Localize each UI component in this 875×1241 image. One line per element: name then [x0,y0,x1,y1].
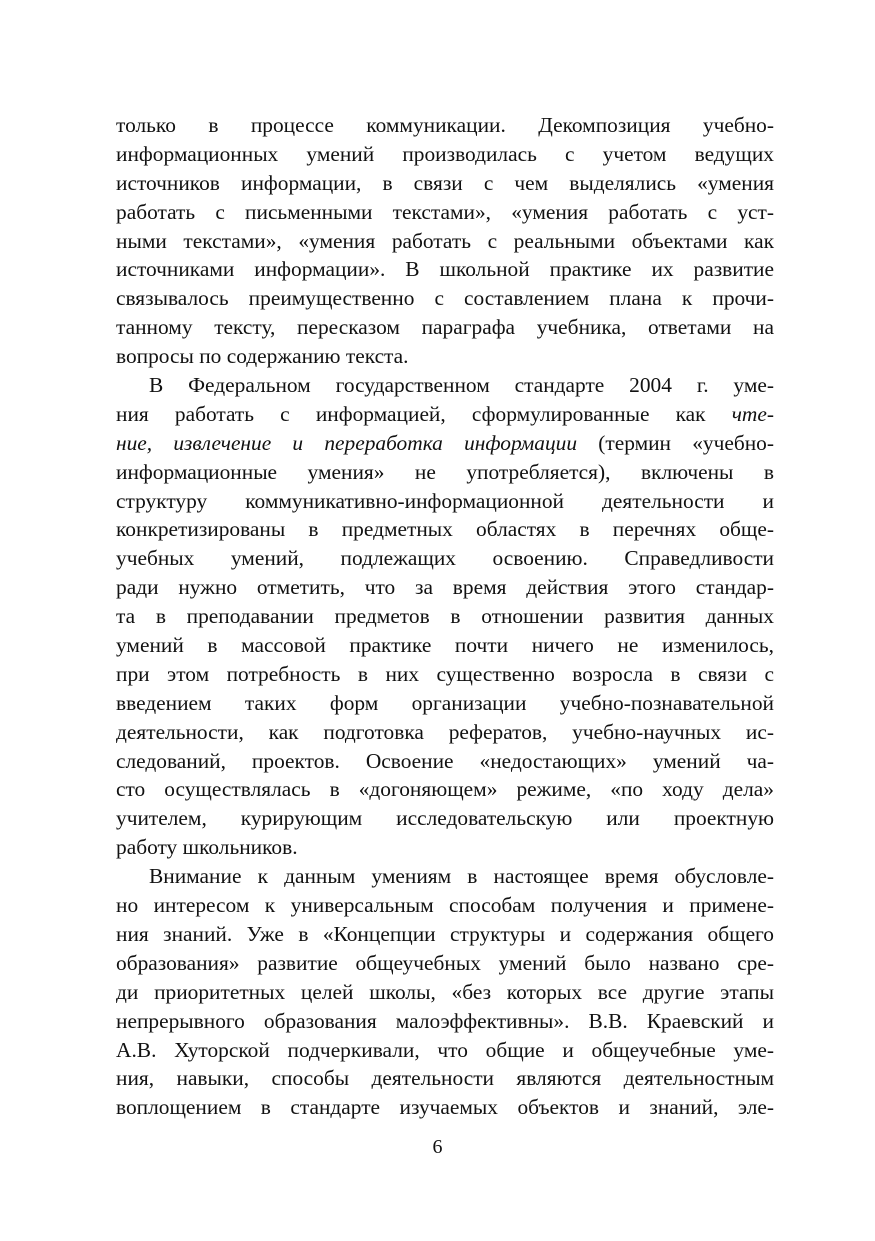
text-line: но интересом к универсальным способам получения и примене- [116,893,774,918]
text-line: Внимание к данным умениям в настоящее время обусловле- [149,864,774,889]
text-line: информационных умений производилась с учетом ведущих [116,141,774,166]
text-line: конкретизированы в предметных областях в перечнях обще- [116,517,774,542]
text-line: при этом потребность в них существенно возросла в связи с [116,661,774,686]
text-line: та в преподавании предметов в отношении развития данных [116,604,774,629]
text-line: непрерывного образования малоэффективны». В.В. Краевский и [116,1008,774,1033]
text-line: информационные умения» не употребляется), включены в [116,459,774,484]
text-line: учителем, курирующим исследовательскую или проектную [116,806,774,831]
paragraph-2 [116,371,774,862]
text-segment: (термин «учебно- [577,430,774,455]
text-line: структуру коммуникативно-информационной деятельности и [116,488,774,513]
text-line: источников информации, в связи с чем выделялись «умения [116,170,774,195]
text-line: работу школьников. [116,835,298,860]
paragraph-1 [116,111,774,371]
text-line: умений в массовой практике почти ничего не изменилось, [116,633,774,658]
page-body [116,111,774,1122]
text-line: связывалось преимущественно с составлением плана к прочи- [116,286,774,311]
text-line: сто осуществлялась в «догоняющем» режиме, «по ходу дела» [116,777,774,802]
italic-text-segment: ние, извлечение и переработка информации [116,430,578,455]
text-line: ния знаний. Уже в «Концепции структуры и содержания общего [116,921,774,946]
text-line: работать с письменными текстами», «умения работать с уст- [116,199,774,224]
text-line: следований, проектов. Освоение «недостающих» умений ча- [116,748,774,773]
text-line: только в процессе коммуникации. Декомпозиция учебно- [116,113,774,137]
text-line: деятельности, как подготовка рефератов, учебно-научных ис- [116,719,774,744]
text-line: ди приоритетных целей школы, «без которых все другие этапы [116,979,774,1004]
text-line: вопросы по содержанию текста. [116,344,409,369]
page-number: 6 [432,1136,443,1158]
text-line [116,429,774,458]
text-line: ради нужно отметить, что за время действия этого стандар- [116,575,774,600]
text-line: источниками информации». В школьной практике их развитие [116,257,774,282]
text-line: введением таких форм организации учебно-познавательной [116,690,774,715]
text-line: ния, навыки, способы деятельности являются деятельностным [116,1066,774,1091]
text-line: танному тексту, пересказом параграфа учебника, ответами на [116,315,774,340]
text-line: учебных умений, подлежащих освоению. Справедливости [116,546,774,571]
text-line [116,400,774,429]
paragraph-3 [116,862,774,1122]
text-line: В Федеральном государственном стандарте 2004 г. уме- [149,373,774,398]
italic-text-segment: чте- [731,401,774,426]
text-line: образования» развитие общеучебных умений было названо сре- [116,950,774,975]
text-line: А.В. Хуторской подчеркивали, что общие и общеучебные уме- [116,1037,774,1062]
text-line: ными текстами», «умения работать с реальными объектами как [116,228,774,253]
text-segment: ния работать с информацией, сформулированные как [116,401,732,426]
text-line: воплощением в стандарте изучаемых объектов и знаний, эле- [116,1095,774,1120]
